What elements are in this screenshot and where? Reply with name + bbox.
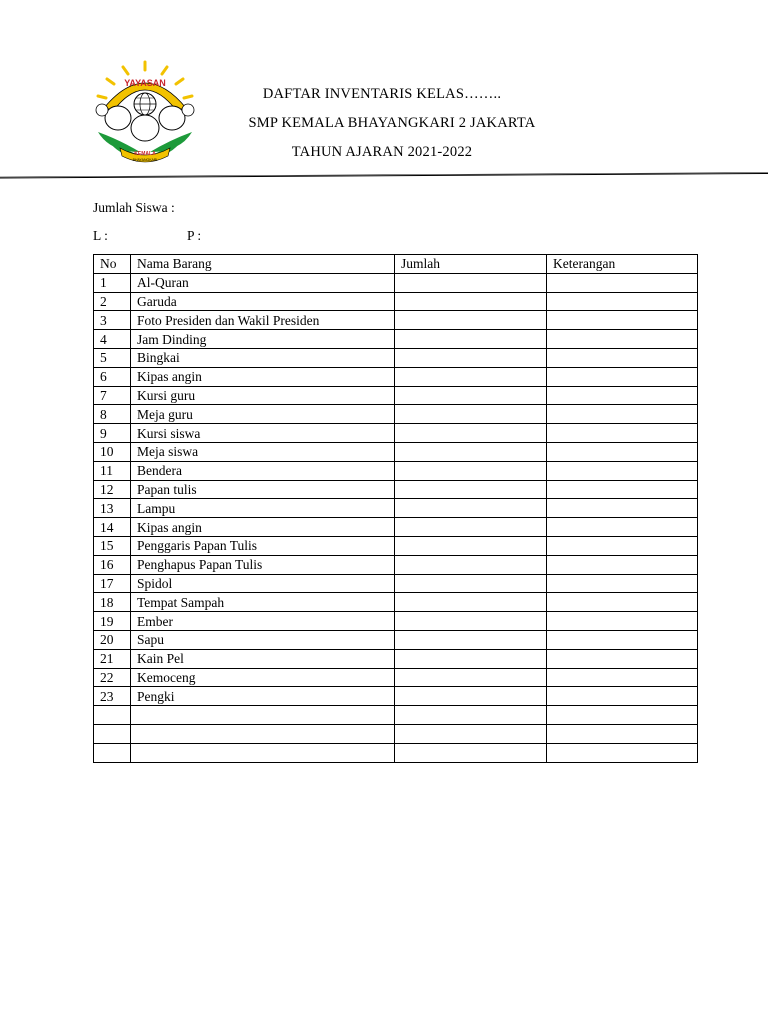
cell-no: 19 (94, 612, 131, 631)
cell-no (94, 724, 131, 743)
cell-no: 16 (94, 555, 131, 574)
cell-no: 4 (94, 330, 131, 349)
inventory-table (93, 254, 698, 763)
cell-keterangan (547, 574, 698, 593)
table-header-row (94, 255, 698, 274)
table-row (94, 612, 698, 631)
cell-no: 1 (94, 273, 131, 292)
cell-jumlah (395, 574, 547, 593)
cell-jumlah (395, 442, 547, 461)
cell-keterangan (547, 536, 698, 555)
cell-nama-barang (131, 706, 395, 725)
cell-nama-barang: Bendera (131, 461, 395, 480)
cell-nama-barang: Papan tulis (131, 480, 395, 499)
school-name: SMP KEMALA BHAYANGKARI 2 JAKARTA (248, 115, 536, 131)
table-row (94, 424, 698, 443)
table-row (94, 536, 698, 555)
header-jumlah: Jumlah (395, 255, 547, 274)
cell-keterangan (547, 743, 698, 762)
cell-keterangan (547, 405, 698, 424)
cell-jumlah (395, 630, 547, 649)
cell-keterangan (547, 612, 698, 631)
cell-jumlah (395, 706, 547, 725)
cell-jumlah (395, 536, 547, 555)
cell-keterangan (547, 311, 698, 330)
cell-jumlah (395, 668, 547, 687)
header-keterangan: Keterangan (547, 255, 698, 274)
cell-keterangan (547, 668, 698, 687)
logo-bhayangkari-text: BHAYANGKARI (132, 158, 158, 162)
student-count-label: Jumlah Siswa : (93, 200, 175, 215)
cell-nama-barang: Jam Dinding (131, 330, 395, 349)
cell-no: 7 (94, 386, 131, 405)
cell-jumlah (395, 593, 547, 612)
cell-jumlah (395, 649, 547, 668)
male-count-label: L : (93, 228, 108, 243)
cell-nama-barang: Kursi guru (131, 386, 395, 405)
cell-keterangan (547, 555, 698, 574)
cell-nama-barang (131, 724, 395, 743)
cell-jumlah (395, 461, 547, 480)
cell-nama-barang: Kipas angin (131, 518, 395, 537)
cell-jumlah (395, 555, 547, 574)
cell-nama-barang: Kain Pel (131, 649, 395, 668)
cell-no: 10 (94, 442, 131, 461)
cell-nama-barang: Foto Presiden dan Wakil Presiden (131, 311, 395, 330)
table-row (94, 386, 698, 405)
cell-jumlah (395, 273, 547, 292)
cell-jumlah (395, 292, 547, 311)
table-row (94, 687, 698, 706)
cell-no: 20 (94, 630, 131, 649)
cell-nama-barang: Garuda (131, 292, 395, 311)
cell-no: 23 (94, 687, 131, 706)
cell-no: 12 (94, 480, 131, 499)
cell-nama-barang: Al-Quran (131, 273, 395, 292)
cell-no: 13 (94, 499, 131, 518)
table-row (94, 405, 698, 424)
table-row (94, 649, 698, 668)
cell-keterangan (547, 630, 698, 649)
table-row (94, 330, 698, 349)
cell-jumlah (395, 386, 547, 405)
cell-keterangan (547, 442, 698, 461)
cell-jumlah (395, 405, 547, 424)
cell-nama-barang: Kemoceng (131, 668, 395, 687)
cell-no: 2 (94, 292, 131, 311)
cell-keterangan (547, 649, 698, 668)
cell-keterangan (547, 706, 698, 725)
cell-keterangan (547, 348, 698, 367)
table-row (94, 442, 698, 461)
cell-keterangan (547, 480, 698, 499)
table-row (94, 706, 698, 725)
cell-keterangan (547, 518, 698, 537)
cell-nama-barang: Ember (131, 612, 395, 631)
cell-keterangan (547, 367, 698, 386)
table-row (94, 555, 698, 574)
table-body (94, 273, 698, 762)
cell-no (94, 706, 131, 725)
cell-nama-barang: Lampu (131, 499, 395, 518)
cell-nama-barang: Spidol (131, 574, 395, 593)
cell-jumlah (395, 330, 547, 349)
cell-nama-barang: Kursi siswa (131, 424, 395, 443)
table-row (94, 724, 698, 743)
cell-keterangan (547, 724, 698, 743)
table-row (94, 499, 698, 518)
cell-no: 17 (94, 574, 131, 593)
table-row (94, 348, 698, 367)
cell-no: 3 (94, 311, 131, 330)
cell-keterangan (547, 273, 698, 292)
table-row (94, 273, 698, 292)
header-no: No (94, 255, 131, 274)
table-row (94, 743, 698, 762)
cell-nama-barang: Kipas angin (131, 367, 395, 386)
cell-keterangan (547, 386, 698, 405)
cell-keterangan (547, 424, 698, 443)
cell-jumlah (395, 424, 547, 443)
header-divider (0, 172, 768, 179)
cell-no: 18 (94, 593, 131, 612)
table-row (94, 574, 698, 593)
table-row (94, 668, 698, 687)
cell-jumlah (395, 348, 547, 367)
female-count-label: P : (187, 228, 202, 243)
cell-jumlah (395, 687, 547, 706)
cell-nama-barang: Meja siswa (131, 442, 395, 461)
academic-year: TAHUN AJARAN 2021-2022 (291, 144, 473, 160)
table-row (94, 461, 698, 480)
table-row (94, 630, 698, 649)
cell-jumlah (395, 518, 547, 537)
cell-jumlah (395, 480, 547, 499)
cell-no: 8 (94, 405, 131, 424)
cell-nama-barang: Penghapus Papan Tulis (131, 555, 395, 574)
table-row (94, 593, 698, 612)
cell-no: 14 (94, 518, 131, 537)
cell-no: 21 (94, 649, 131, 668)
cell-no: 5 (94, 348, 131, 367)
cell-keterangan (547, 593, 698, 612)
cell-nama-barang (131, 743, 395, 762)
cell-keterangan (547, 330, 698, 349)
cell-no (94, 743, 131, 762)
cell-no: 6 (94, 367, 131, 386)
table-row (94, 311, 698, 330)
cell-jumlah (395, 743, 547, 762)
cell-no: 15 (94, 536, 131, 555)
logo-yayasan-text: YAYASAN (124, 78, 166, 88)
table-row (94, 292, 698, 311)
yayasan-kemala-bhayangkari-logo (90, 60, 200, 165)
cell-jumlah (395, 367, 547, 386)
cell-no: 22 (94, 668, 131, 687)
cell-keterangan (547, 461, 698, 480)
cell-jumlah (395, 612, 547, 631)
cell-no: 9 (94, 424, 131, 443)
cell-no: 11 (94, 461, 131, 480)
cell-nama-barang: Penggaris Papan Tulis (131, 536, 395, 555)
table-row (94, 518, 698, 537)
cell-nama-barang: Sapu (131, 630, 395, 649)
cell-jumlah (395, 311, 547, 330)
cell-nama-barang: Bingkai (131, 348, 395, 367)
header-nama-barang: Nama Barang (131, 255, 395, 274)
document-title: DAFTAR INVENTARIS KELAS…….. (262, 86, 502, 102)
logo-kemala-text: KEMALA (134, 151, 156, 157)
cell-keterangan (547, 292, 698, 311)
cell-keterangan (547, 687, 698, 706)
cell-jumlah (395, 499, 547, 518)
cell-nama-barang: Tempat Sampah (131, 593, 395, 612)
cell-jumlah (395, 724, 547, 743)
table-row (94, 367, 698, 386)
cell-nama-barang: Pengki (131, 687, 395, 706)
table-row (94, 480, 698, 499)
cell-keterangan (547, 499, 698, 518)
cell-nama-barang: Meja guru (131, 405, 395, 424)
